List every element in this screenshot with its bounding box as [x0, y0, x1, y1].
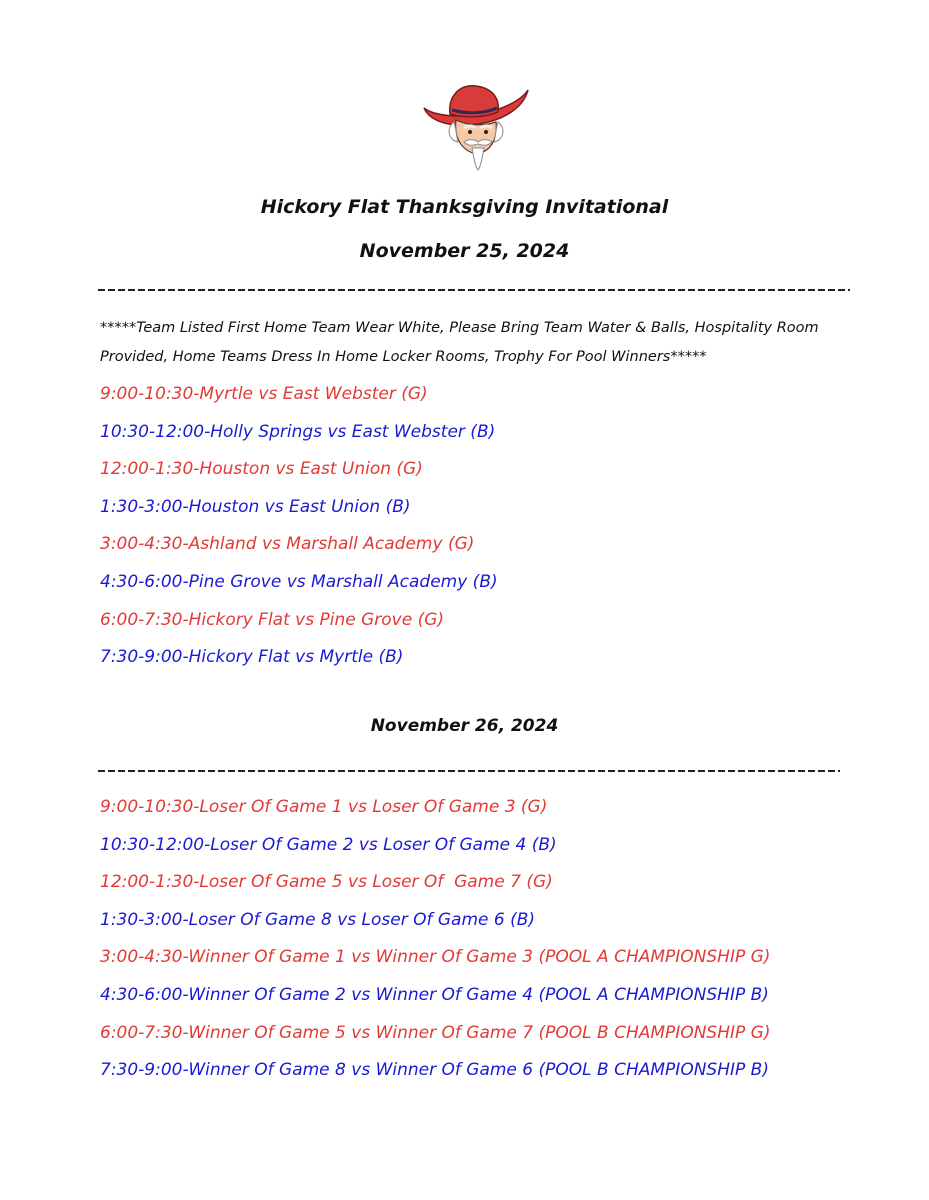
event-date-day1: November 25, 2024 — [359, 240, 570, 262]
game-row: 7:30-9:00-Winner Of Game 8 vs Winner Of Game 6 (POOL B CHAMPIONSHIP B) — [100, 1060, 769, 1081]
game-row: 12:00-1:30-Loser Of Game 5 vs Loser Of Game 7 (G) — [100, 872, 553, 893]
game-row: 6:00-7:30-Winner Of Game 5 vs Winner Of Game 7 (POOL B CHAMPIONSHIP G) — [100, 1022, 771, 1043]
game-row: 3:00-4:30-Ashland vs Marshall Academy (G) — [100, 534, 475, 555]
game-row: 6:00-7:30-Hickory Flat vs Pine Grove (G) — [100, 609, 445, 630]
game-row: 12:00-1:30-Houston vs East Union (G) — [100, 459, 423, 480]
game-row: 9:00-10:30-Myrtle vs East Webster (G) — [100, 384, 428, 404]
day1-game-list — [100, 376, 498, 677]
game-row: 10:30-12:00-Loser Of Game 2 vs Loser Of Game 4 (B) — [100, 834, 557, 855]
divider — [98, 770, 840, 772]
event-date-day2: November 26, 2024 — [370, 716, 559, 736]
game-row: 3:00-4:30-Winner Of Game 1 vs Winner Of Game 3 (POOL A CHAMPIONSHIP G) — [100, 947, 771, 968]
divider — [98, 289, 850, 291]
day2-game-list — [100, 789, 770, 1090]
game-row: 10:30-12:00-Holly Springs vs East Webster (B) — [100, 421, 496, 442]
game-row: 1:30-3:00-Houston vs East Union (B) — [100, 496, 411, 517]
page-title: Hickory Flat Thanksgiving Invitational — [260, 196, 669, 218]
game-row: 1:30-3:00-Loser Of Game 8 vs Loser Of Game 6 (B) — [100, 909, 536, 930]
colonel-mascot-icon — [420, 80, 532, 172]
instructions-note: *****Team Listed First Home Team Wear White, Please Bring Team Water & Balls, Hospitality Room Provided, Home Teams Dress In Home Locker Rooms, Trophy For Pool Winners***** — [100, 320, 819, 365]
game-row: 7:30-9:00-Hickory Flat vs Myrtle (B) — [100, 647, 404, 668]
game-row: 4:30-6:00-Winner Of Game 2 vs Winner Of Game 4 (POOL A CHAMPIONSHIP B) — [100, 984, 769, 1005]
game-row: 9:00-10:30-Loser Of Game 1 vs Loser Of Game 3 (G) — [100, 797, 548, 817]
game-row: 4:30-6:00-Pine Grove vs Marshall Academy (B) — [100, 571, 498, 592]
